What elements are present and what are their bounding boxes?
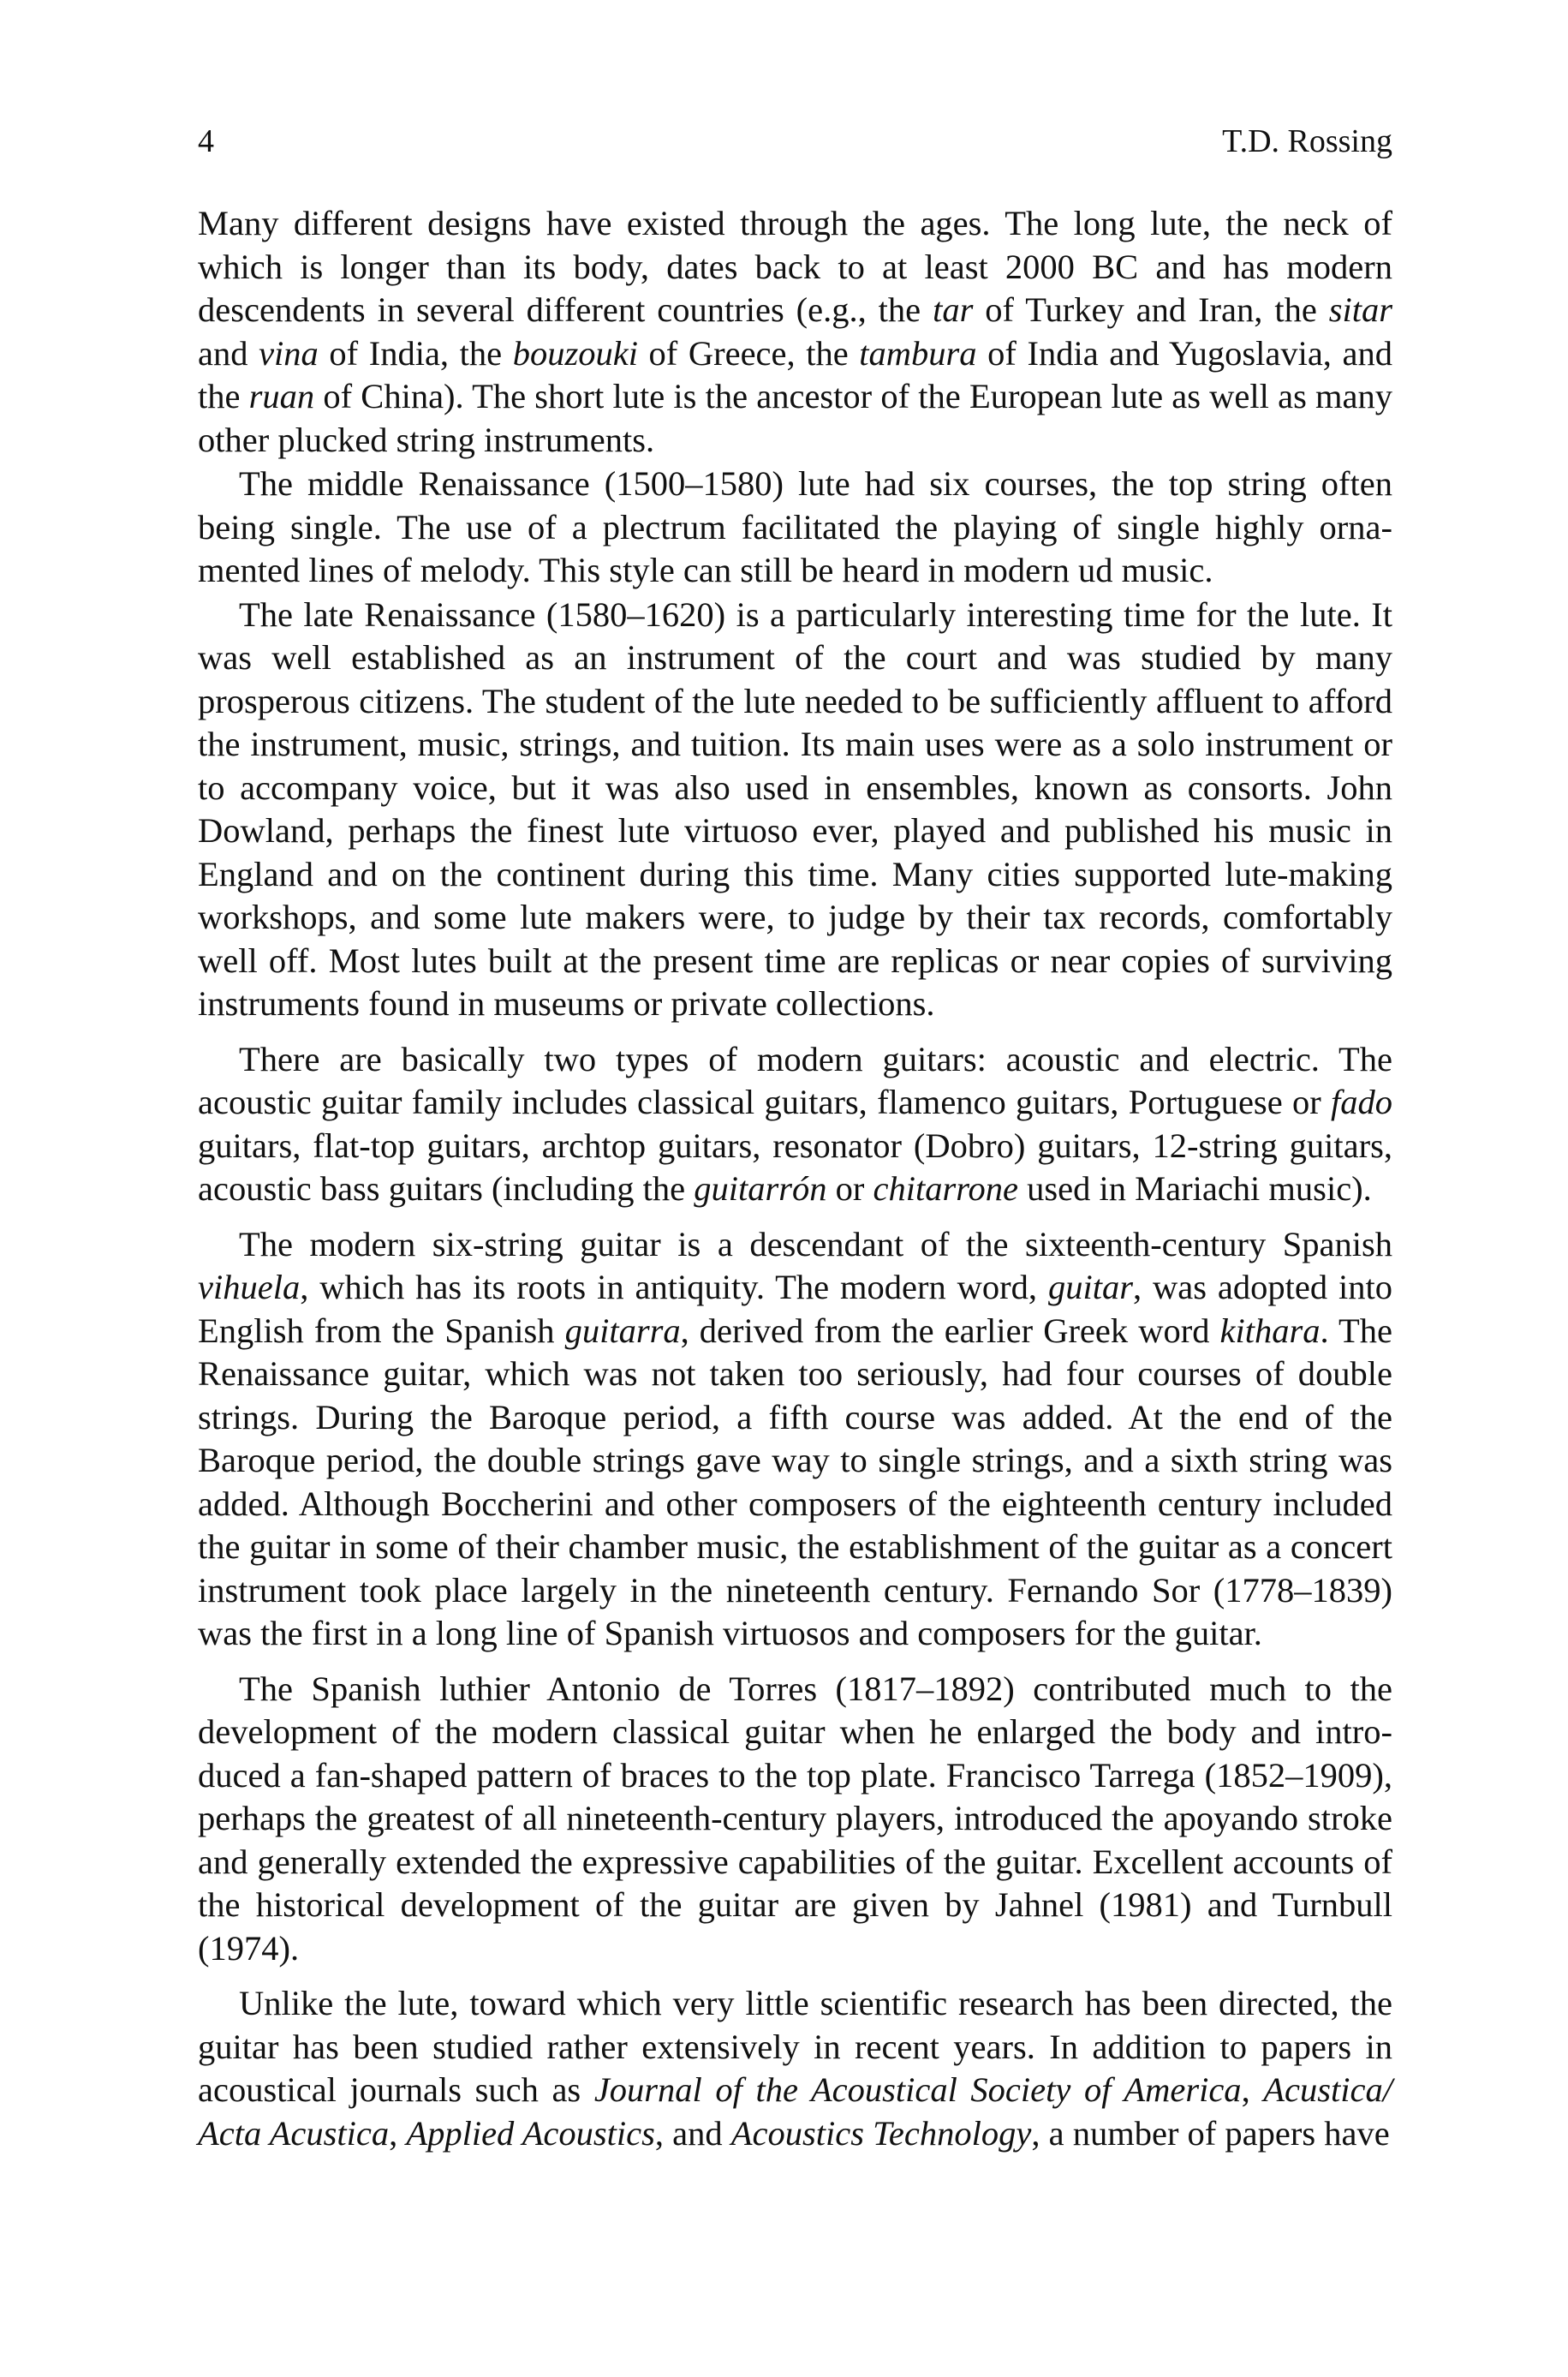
paragraph [198, 1982, 1392, 2155]
paragraph [198, 463, 1392, 593]
italic-term: kithara [1219, 1311, 1321, 1350]
text-run: Many different designs have existed through the ages. The long lute, the neck of which is longer than its body, dates back to at least 2000 BC and has modern descendents in several different countries (e.g., the [198, 204, 1392, 329]
text-run: , and [654, 2113, 731, 2153]
text-run: of India and Yugoslavia, and the [198, 333, 1392, 415]
italic-term: chitarrone [873, 1169, 1019, 1208]
text-run: of China). The short lute is the ancestor of the European lute as well as many other plucked string instruments. [198, 377, 1392, 459]
text-run: , derived from the earlier Greek word [680, 1311, 1220, 1350]
text-run: The late Renaissance (1580–1620) is a particularly interesting time for the lute. It was well established as an instrument of the court and was studied by many prosperous citizens. The student of the lute needed to be sufficiently affluent to afford the instrument, music, strings, and tuition. Its main uses were as a solo instrument or to accompany voice, but it was also used in ensembles, known as consorts. John Dowland, perhaps the finest lute virtuoso ever, played and published his music in England and on the continent during this time. Many cities supported lute-making workshops, and some lute makers were, to judge by their tax records, comfortably well off. Most lutes built at the present time are replicas or near copies of surviving instruments found in museums or private collections. [198, 594, 1392, 1023]
italic-term: guitarrón [694, 1169, 827, 1208]
italic-term: vina [259, 333, 319, 373]
page-number: 4 [198, 123, 214, 159]
text-run: and [198, 333, 259, 373]
text-run: , a number of papers have [1031, 2113, 1390, 2153]
text-run: used in Mariachi music). [1018, 1169, 1372, 1208]
italic-term: tar [933, 290, 974, 329]
text-run: , [1241, 2070, 1264, 2109]
text-run: , was adopted into English from the Spanish [198, 1268, 1392, 1350]
body-text [198, 202, 1392, 2156]
running-author: T.D. Rossing [1222, 123, 1392, 159]
italic-term: vihuela [198, 1268, 301, 1306]
italic-term: Applied Acoustics [406, 2113, 655, 2153]
text-run: of Turkey and Iran, the [973, 290, 1329, 329]
text-run: of India, the [318, 333, 513, 373]
paragraph [198, 1668, 1392, 1971]
text-run: . The Renaissance guitar, which was not taken too seriously, had four courses of double strings. During the Baroque period, a fifth course was added. At the end of the Baroque period, the double strings gave way to single strings, and a sixth string was added. Although Boccherini and other composers of the eighteenth century included the guitar in some of their chamber music, the establishment of the guitar as a concert instrument took place largely in the nineteenth century. Fernando Sor (1778–1839) was the first in a long line of Spanish virtuosos and composers for the guitar. [198, 1311, 1392, 1652]
text-run: or [826, 1169, 873, 1208]
paragraph [198, 202, 1392, 462]
italic-term: guitarra [564, 1311, 681, 1350]
italic-term: sitar [1328, 290, 1393, 329]
text-run: , [389, 2113, 407, 2153]
text-run: There are basically two types of modern guitars: acoustic and electric. The acoustic guitar family includes classical guitars, flamenco guitars, Portuguese or [198, 1039, 1392, 1121]
text-run: The modern six-string guitar is a descendant of the sixteenth-century Spanish [239, 1224, 1392, 1263]
paragraph [198, 1038, 1392, 1211]
italic-term: tambura [859, 333, 977, 373]
text-run: The middle Renaissance (1500–1580) lute had six courses, the top string often being single. The use of a plectrum facilitated the playing of single highly ornamented lines of melody. This style can still be heard in modern ud music. [198, 464, 1392, 589]
text-run: , which has its roots in antiquity. The modern word, [300, 1268, 1048, 1306]
text-run: The Spanish luthier Antonio de Torres (1817–1892) contributed much to the development of the modern classical guitar when he enlarged the body and introduced a fan-shaped pattern of braces to the top plate. Francisco Tarrega (1852–1909), perhaps the greatest of all nineteenth-century players, introduced the apoyando stroke and generally extended the expressive capabilities of the guitar. Excellent accounts of the historical development of the guitar are given by Jahnel (1981) and Turnbull (1974). [198, 1669, 1392, 1968]
paragraph [198, 1223, 1392, 1656]
text-run: Unlike the lute, toward which very little scientific research has been directed, the guitar has been studied rather extensively in recent years. In addition to papers in acoustical journals such as [198, 1984, 1392, 2109]
italic-term: ruan [248, 377, 315, 415]
italic-term: bouzouki [512, 333, 638, 373]
paragraph [198, 594, 1392, 1026]
italic-term: guitar [1047, 1268, 1133, 1306]
italic-term: Acustica/ Acta Acustica [198, 2070, 1393, 2153]
text-run: guitars, flat-top guitars, archtop guitars, resonator (Dobro) guitars, 12-string guitars, acoustic bass guitars (including the [198, 1126, 1392, 1208]
italic-term: fado [1330, 1083, 1392, 1121]
text-run: of Greece, the [637, 333, 860, 373]
italic-term: Acoustics Technology [730, 2113, 1032, 2153]
running-head [198, 120, 1392, 163]
italic-term: Journal of the Acoustical Society of America [593, 2070, 1242, 2109]
